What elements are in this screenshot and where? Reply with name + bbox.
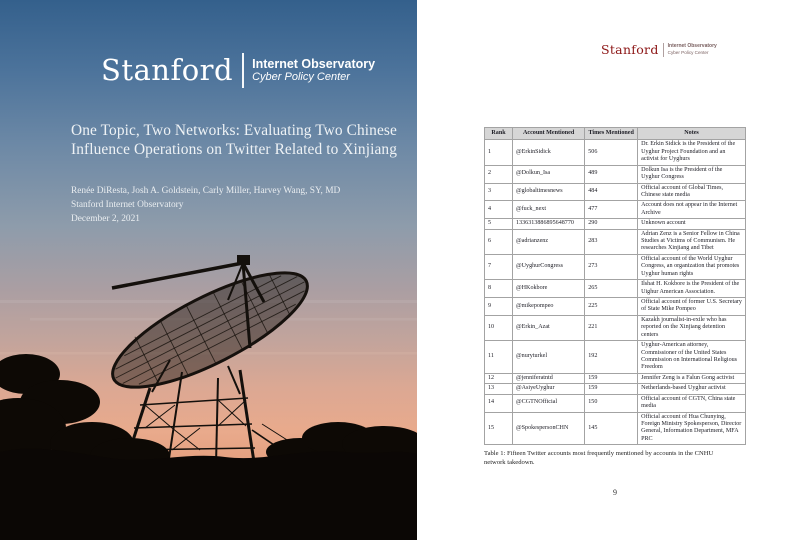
table-row [485,219,746,229]
logo-unit-name-small: Internet Observatory [667,43,717,50]
notes-cell: Official account of CGTN, China state media [638,394,746,412]
account-cell: @globaltimesnews [513,183,585,201]
rank-cell: 13 [485,384,513,394]
stanford-wordmark: Stanford [101,53,234,87]
column-header: Rank [485,128,513,140]
rank-cell: 4 [485,201,513,219]
org-line: Stanford Internet Observatory [71,200,184,211]
account-cell: @adrianzenz [513,229,585,254]
authors-line: Renée DiResta, Josh A. Goldstein, Carly Miller, Harvey Wang, SY, MD [71,186,341,196]
rank-cell: 6 [485,229,513,254]
account-cell: @nuryturkel [513,341,585,374]
page-number: 9 [613,488,617,497]
account-cell: @fuck_next [513,201,585,219]
stanford-wordmark-small: Stanford [601,42,659,57]
table-row [485,315,746,340]
notes-cell: Dr. Erkin Sidick is the President of the Uyghur Project Foundation and an activist for Uyghurs [638,140,746,165]
table-row [485,384,746,394]
times-cell: 489 [585,165,638,183]
rank-cell: 9 [485,298,513,316]
notes-cell: Uyghur-American attorney, Commissioner of the United States Commission on International Religious Freedom [638,341,746,374]
column-header: Notes [638,128,746,140]
rank-cell: 12 [485,373,513,383]
column-header: Times Mentioned [585,128,638,140]
times-cell: 225 [585,298,638,316]
report-title-line1: One Topic, Two Networks: Evaluating Two Chinese [71,122,397,139]
table-row [485,298,746,316]
page-header-logo [601,42,717,57]
notes-cell: Netherlands-based Uyghur activist [638,384,746,394]
table-row [485,140,746,165]
rank-cell: 14 [485,394,513,412]
table-row [485,183,746,201]
table-row [485,373,746,383]
account-cell: @HKokbore [513,280,585,298]
notes-cell: Official account of the World Uyghur Congress, an organization that promotes Uyghur human rights [638,254,746,279]
byline-block [71,184,401,226]
times-cell: 192 [585,341,638,374]
rank-cell: 1 [485,140,513,165]
account-cell: @Erkin_Azat [513,315,585,340]
report-title [71,121,406,159]
notes-cell: Official account of former U.S. Secretary of State Mike Pompeo [638,298,746,316]
logo-divider-small [663,43,664,57]
times-cell: 290 [585,219,638,229]
account-cell: @SpokespersonCHN [513,412,585,445]
mentions-table-section [484,127,746,468]
logo-subunit-name-small: Cyber Policy Center [667,49,709,55]
times-cell: 273 [585,254,638,279]
times-cell: 221 [585,315,638,340]
sio-logo [101,53,375,88]
times-cell: 484 [585,183,638,201]
report-page-9 [417,0,800,540]
notes-cell: Jennifer Zeng is a Falun Gong activist [638,373,746,383]
times-cell: 159 [585,384,638,394]
table-header-row [485,128,746,140]
ground-silhouette [0,449,417,540]
times-cell: 265 [585,280,638,298]
table-row [485,254,746,279]
rank-cell: 11 [485,341,513,374]
table-caption: Table 1: Fifteen Twitter accounts most frequently mentioned by accounts in the CNHU network takedown. [484,450,714,467]
rank-cell: 8 [485,280,513,298]
table-row [485,280,746,298]
logo-subunit-name: Cyber Policy Center [252,71,350,84]
table-row [485,165,746,183]
notes-cell: Ilshat H. Kokbore is the President of the Uighur American Association. [638,280,746,298]
notes-cell: Official account of Global Times, Chinese state media [638,183,746,201]
table-row [485,412,746,445]
table-row [485,394,746,412]
account-cell: @jenniferatntd [513,373,585,383]
rank-cell: 3 [485,183,513,201]
account-cell: 1336313886895648770 [513,219,585,229]
table-row [485,229,746,254]
account-cell: @Dolkun_Isa [513,165,585,183]
times-cell: 150 [585,394,638,412]
rank-cell: 15 [485,412,513,445]
times-cell: 506 [585,140,638,165]
account-cell: @ErkinSidick [513,140,585,165]
table-row [485,201,746,219]
report-title-line2: Influence Operations on Twitter Related to Xinjiang [71,141,397,159]
notes-cell: Adrian Zenz is a Senior Fellow in China Studies at Victims of Communism. He researches Xinjiang and Tibet [638,229,746,254]
logo-unit-name: Internet Observatory [252,56,376,71]
times-cell: 477 [585,201,638,219]
notes-cell: Dolkun Isa is the President of the Uyghur Congress [638,165,746,183]
notes-cell: Unknown account [638,219,746,229]
times-cell: 283 [585,229,638,254]
feed-cabin [237,255,250,265]
date-line: December 2, 2021 [71,214,140,225]
rank-cell: 5 [485,219,513,229]
account-cell: @mikepompeo [513,298,585,316]
rank-cell: 10 [485,315,513,340]
column-header: Account Mentioned [513,128,585,140]
times-cell: 145 [585,412,638,445]
dish-reflector [99,252,321,409]
logo-divider [242,53,244,88]
mentions-table [484,127,746,445]
notes-cell: Kazakh journalist-in-exile who has reported on the Xinjiang detention centers [638,315,746,340]
notes-cell: Official account of Hua Chunying, Foreign Ministry Spokesperson, Director General, Information Department, MFA PRC [638,412,746,445]
rank-cell: 7 [485,254,513,279]
rank-cell: 2 [485,165,513,183]
account-cell: @CGTNOfficial [513,394,585,412]
table-row [485,341,746,374]
account-cell: @AsiyeUyghur [513,384,585,394]
account-cell: @UyghurCongress [513,254,585,279]
notes-cell: Account does not appear in the Internet Archive [638,201,746,219]
times-cell: 159 [585,373,638,383]
